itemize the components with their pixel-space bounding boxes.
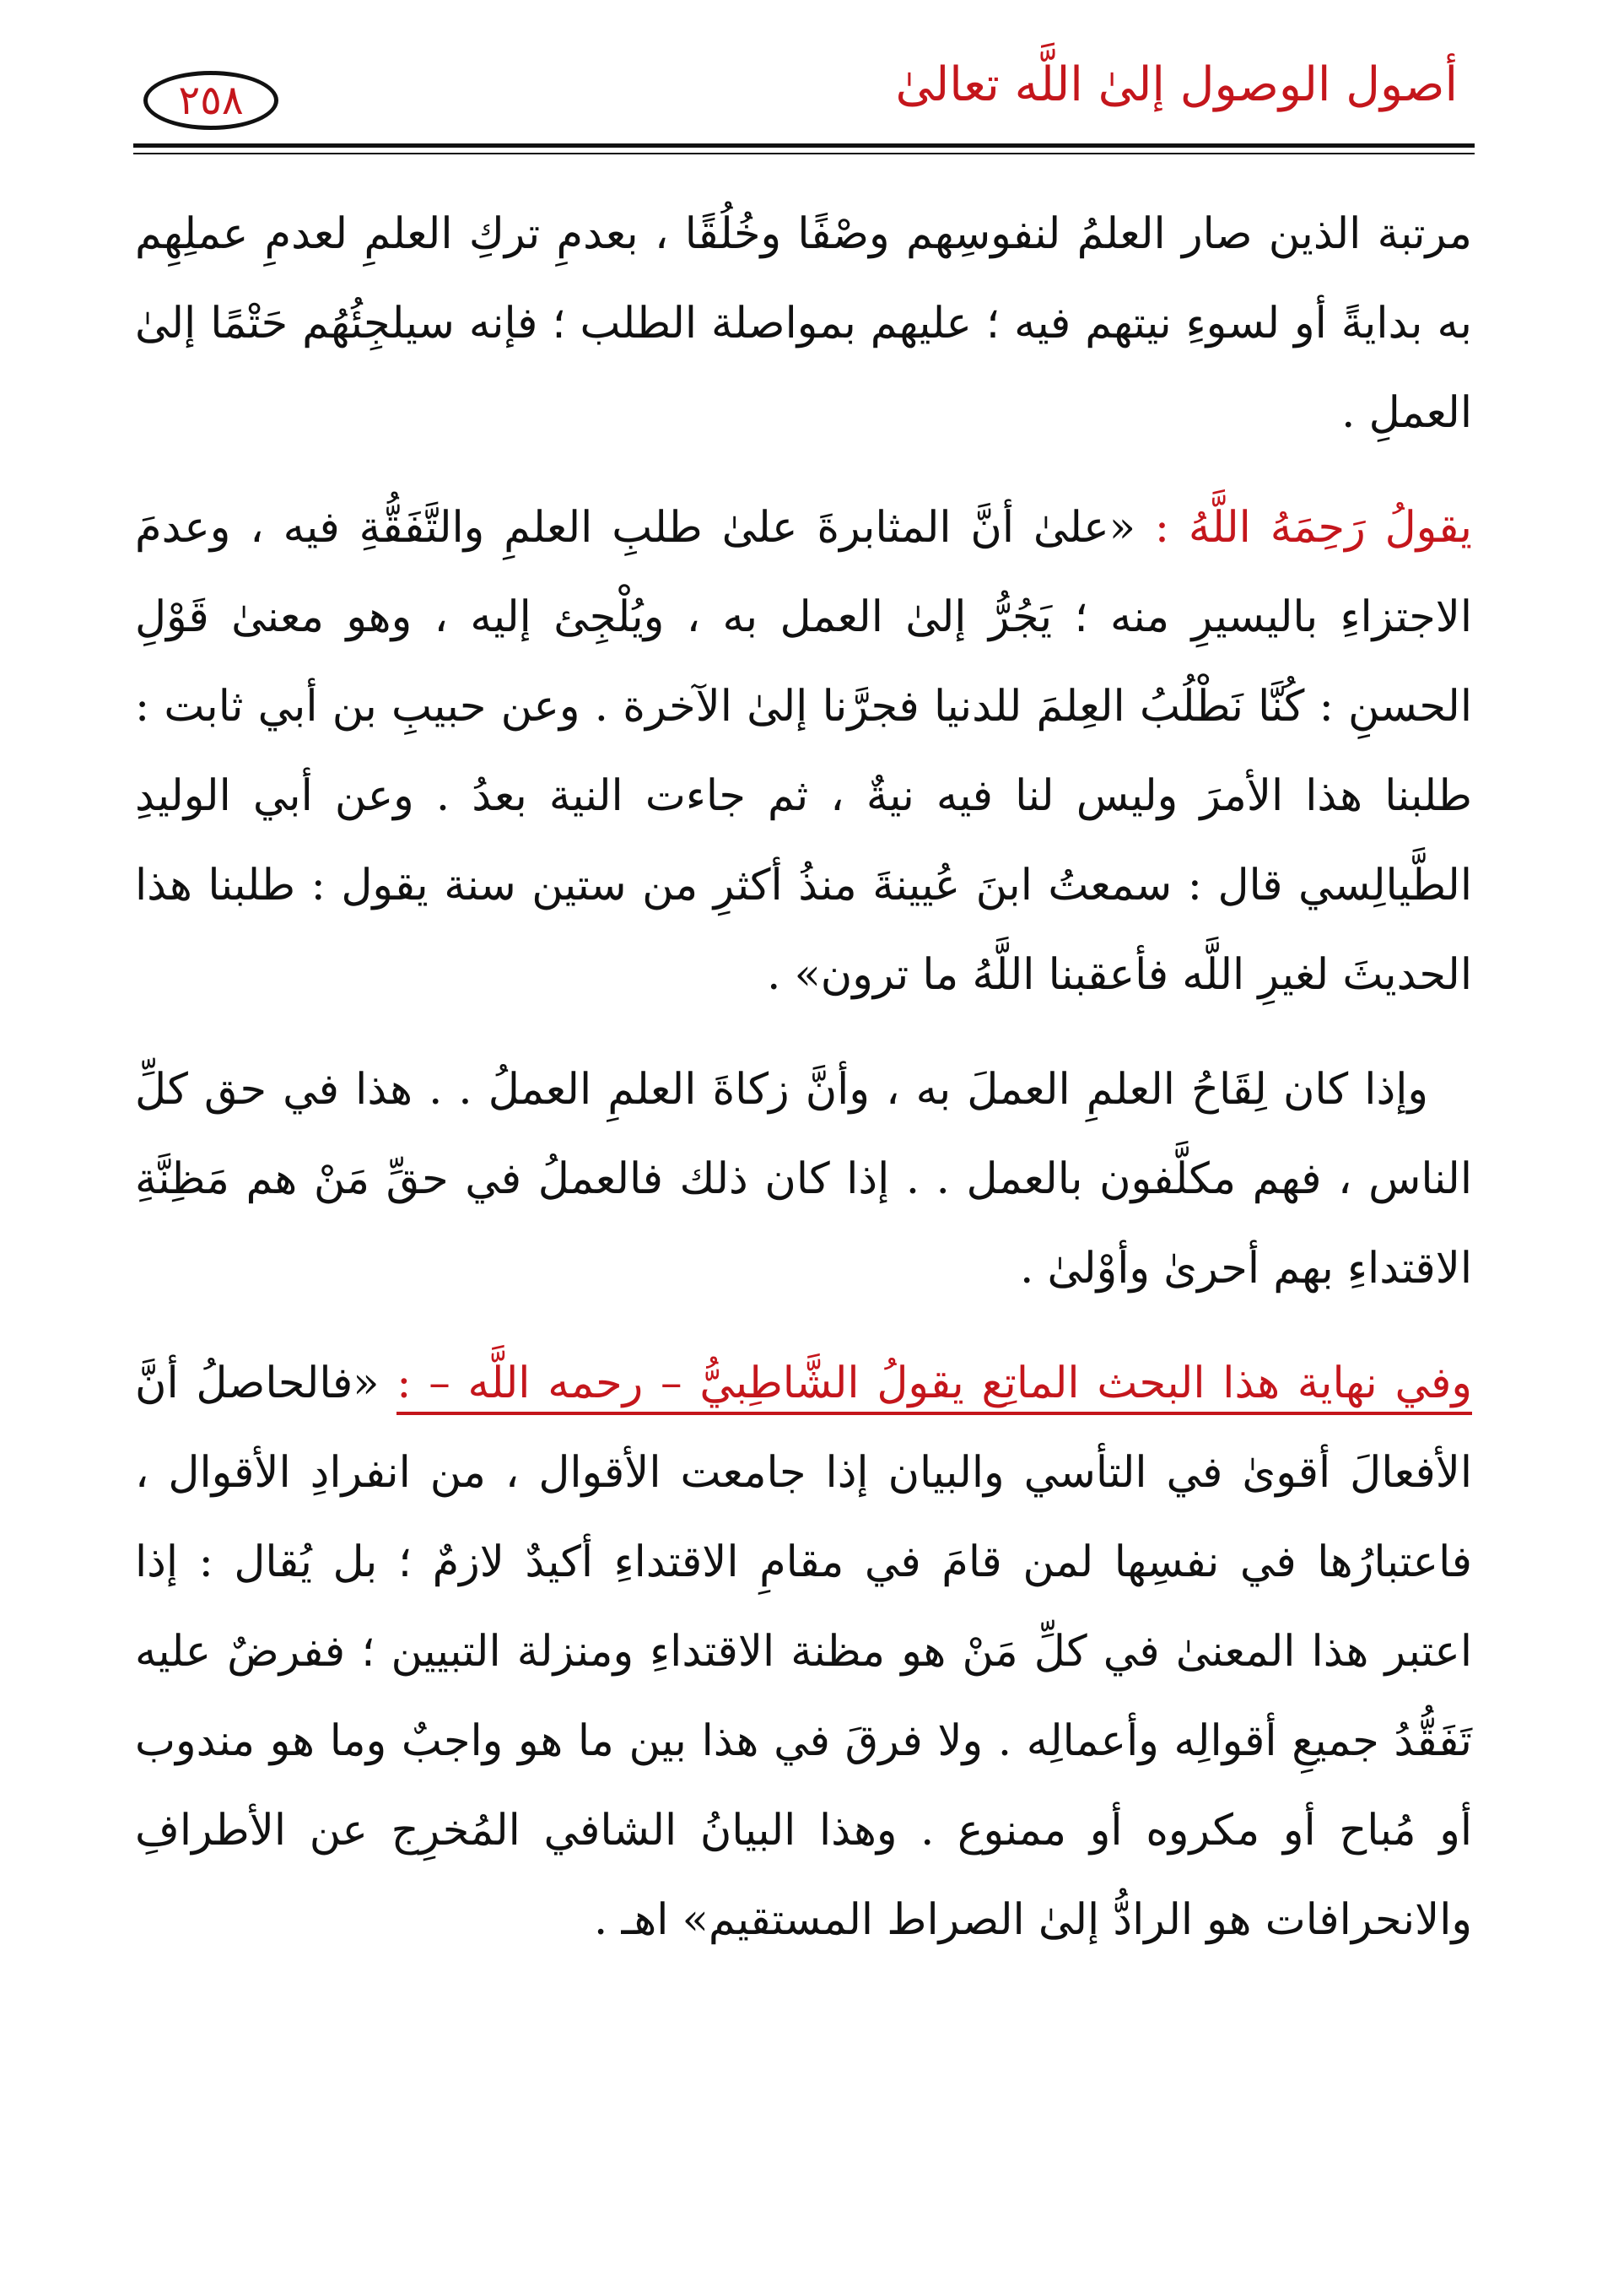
paragraph-4: [135, 1339, 1472, 1965]
paragraph-1: مرتبة الذين صار العلمُ لنفوسِهم وصْفًا وخُلُقًا ، بعدمِ تركِ العلمِ لعدمِ عملِهِم به بدايةً أو لسوءِ نيتهم فيه ؛ عليهم بمواصلة الطلب ؛ فإنه سيلجِئُهُم حَتْمًا إلىٰ العملِ .: [135, 209, 1472, 438]
running-title: أصول الوصول إلىٰ اللَّه تعالىٰ: [895, 57, 1458, 112]
paragraph-2: [135, 484, 1472, 1020]
section-quote: «فالحاصلُ أنَّ الأفعالَ أقوىٰ في التأسي والبيان إذا جامعت الأقوال ، من انفرادِ الأقوال ، فاعتبارُها في نفسِها لمن قامَ في مقامِ الاقتداءِ أكيدٌ لازمٌ ؛ بل يُقال : إذا اعتبر هذا المعنىٰ في كلِّ مَنْ هو مظنة الاقتداءِ ومنزلة التبيين ؛ ففرضٌ عليه تَفَقُّدُ جميعِ أقوالِه وأعمالِه . ولا فرقَ في هذا بين ما هو واجبٌ وما هو مندوب أو مُباح أو مكروه أو ممنوع . وهذا البيانُ الشافي المُخرِج عن الأطرافِ والانحرافات هو الرادُّ إلىٰ الصراط المستقيم» اهـ .: [135, 1359, 1472, 1945]
header-rule-thin: [133, 153, 1475, 154]
paragraph-3: وإذا كان لِقَاحُ العلمِ العملَ به ، وأنَّ زكاةَ العلمِ العملُ . . هذا في حق كلِّ الناس ، فهم مكلَّفون بالعمل . . إذا كان ذلك فالعملُ في حقِّ مَنْ هم مَظِنَّةِ الاقتداءِ بهم أحرىٰ وأوْلىٰ .: [135, 1065, 1472, 1294]
quote-body: «علىٰ أنَّ المثابرةَ علىٰ طلبِ العلمِ والتَّفَقُّةِ فيه ، وعدمَ الاجتزاءِ باليسيرِ منه ؛ يَجُرُّ إلىٰ العمل به ، ويُلْجِئ إليه ، وهو معنىٰ قَوْلِ الحسنِ : كُنَّا نَطْلُبُ العِلمَ للدنيا فجرَّنا إلىٰ الآخرة . وعن حبيبِ بن أبي ثابت : طلبنا هذا الأمرَ وليس لنا فيه نيةٌ ، ثم جاءت النية بعدُ . وعن أبي الوليدِ الطَّيالِسي قال : سمعتُ ابنَ عُيينةَ منذُ أكثرِ من ستين سنة يقول : طلبنا هذا الحديثَ لغيرِ اللَّه فأعقبنا اللَّهُ ما ترون» .: [135, 503, 1472, 1000]
page-body: [135, 190, 1472, 1975]
page-header: [133, 52, 1475, 145]
page-number: ٢٥٨: [178, 77, 244, 124]
page-number-badge: [143, 71, 278, 130]
quote-lead: يقولُ رَحِمَهُ اللَّهُ :: [1154, 503, 1472, 553]
header-rule-thick: [133, 143, 1475, 148]
section-lead: وفي نهاية هذا البحث الماتِع يقولُ الشَّاطِبيُّ – رحمه اللَّه – :: [396, 1359, 1472, 1415]
